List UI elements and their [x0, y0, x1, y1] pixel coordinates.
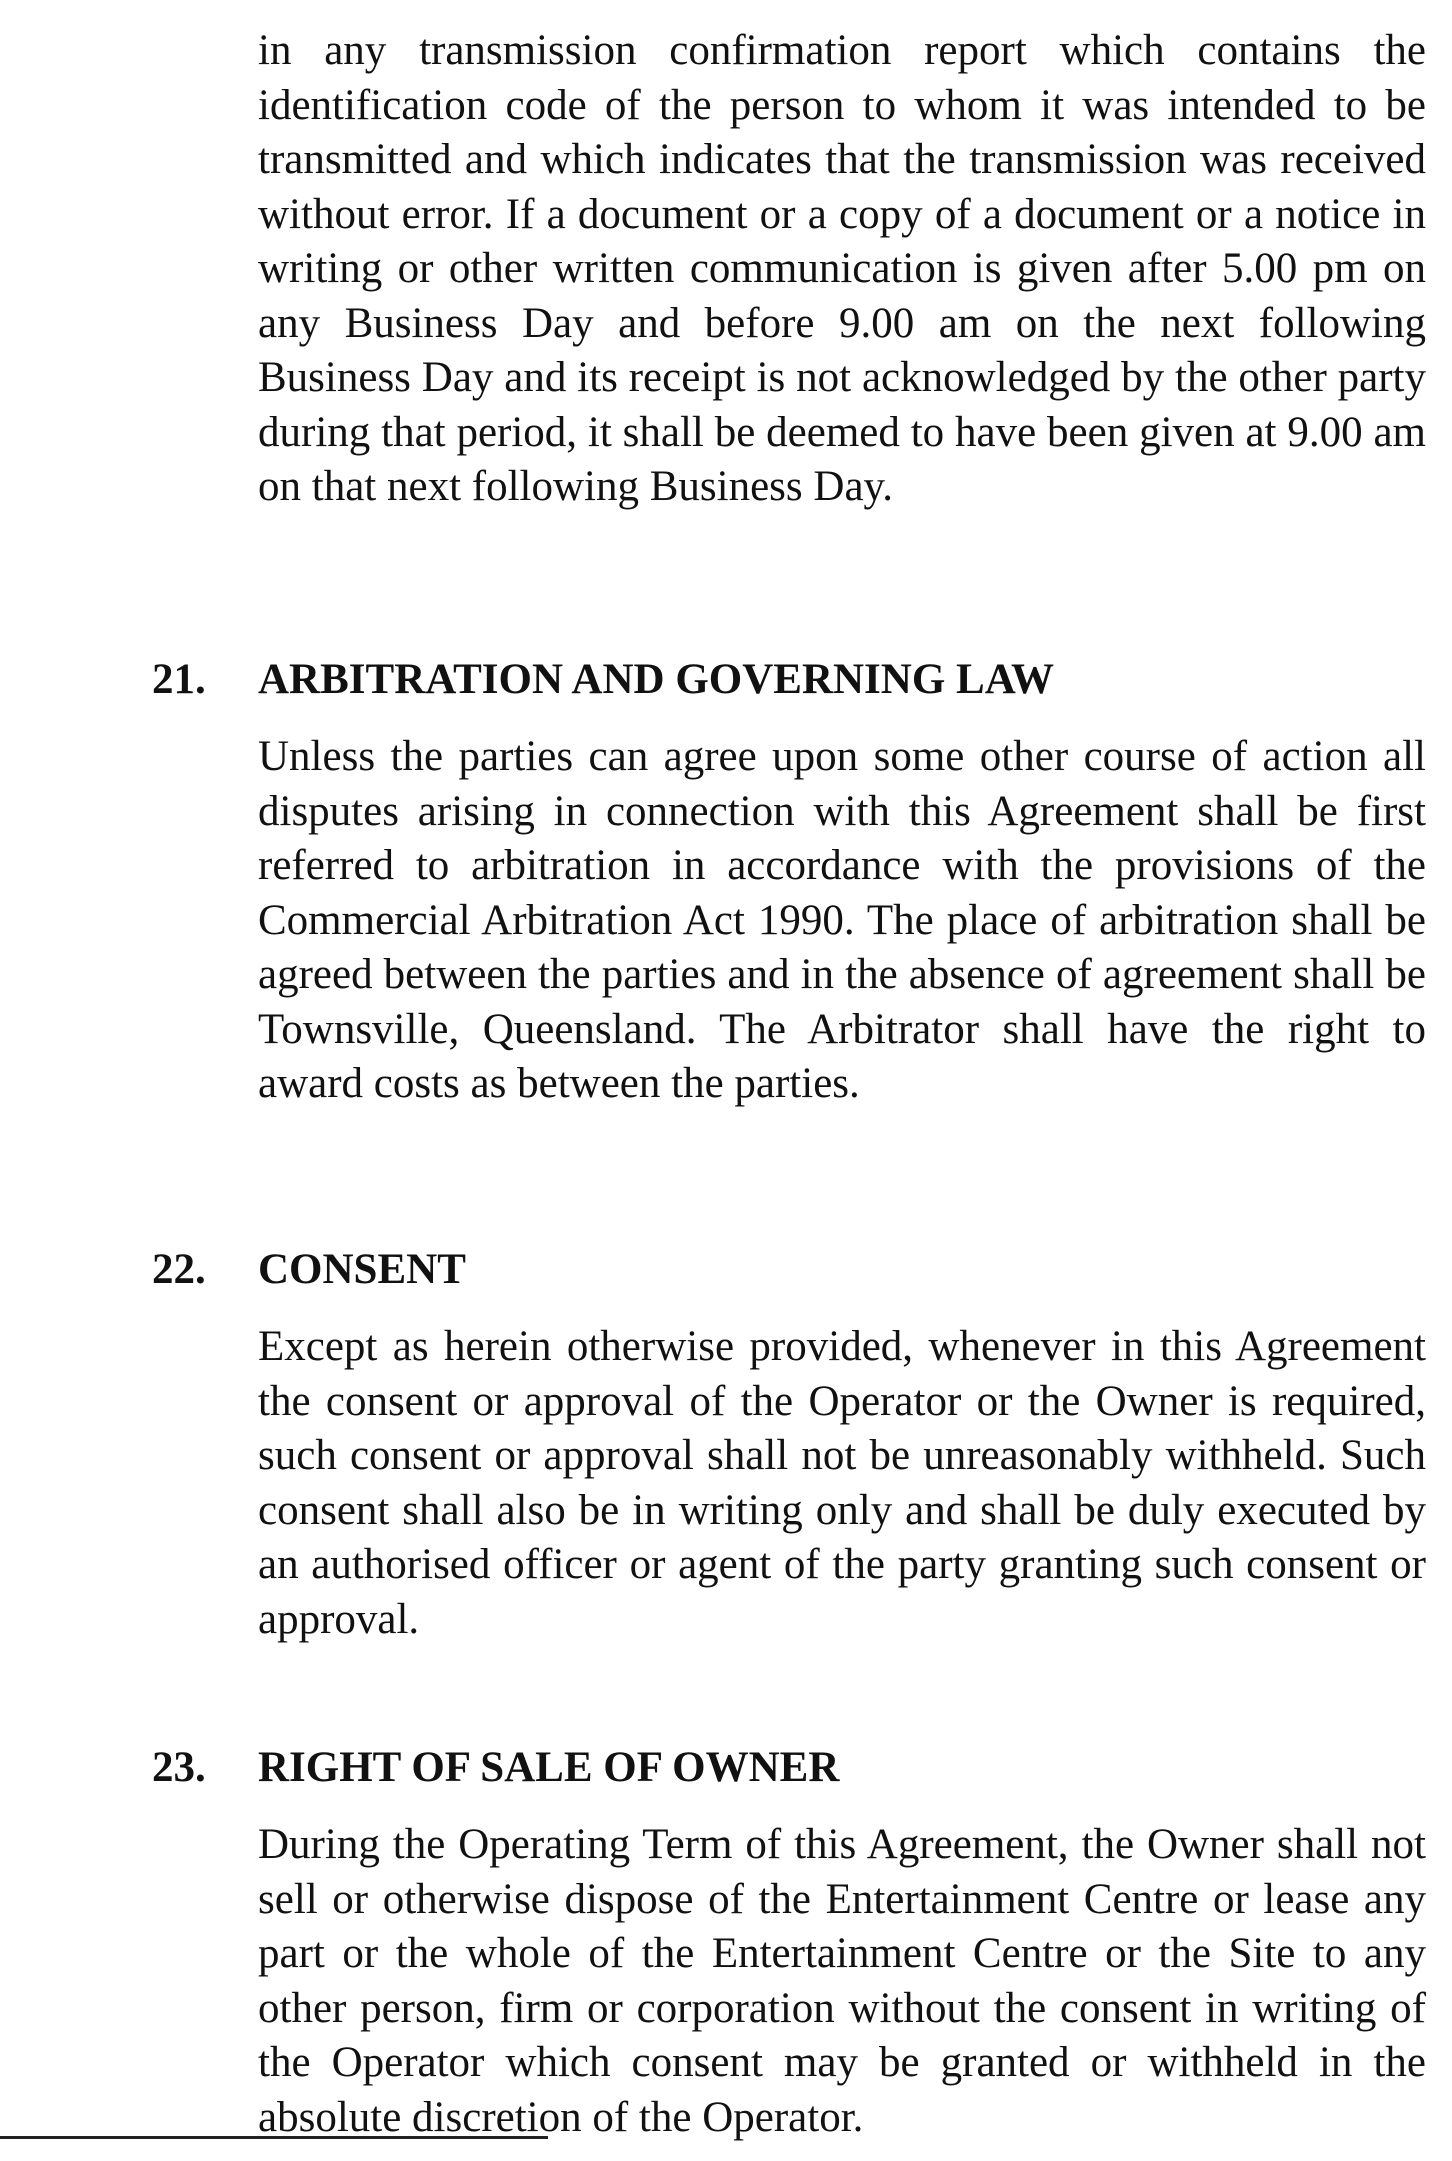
section-title: CONSENT: [258, 1246, 466, 1293]
section-heading: [0, 1740, 1452, 1796]
intro-paragraph: in any transmission confirmation report which contains the identification code of the person to whom it was intended to be transmitted and which indicates that the transmission was received without error. If a document or a copy of a document or a notice in writing or other written communication is given after 5.00 pm on any Business Day and before 9.00 am on the next following Business Day and its receipt is not acknowledged by the other party during that period, it shall be deemed to have been given at 9.00 am on that next following Business Day.: [258, 27, 1426, 510]
section-number: 23.: [152, 1744, 206, 1791]
section-heading: [0, 1242, 1452, 1298]
section-number: 22.: [152, 1246, 206, 1293]
footer-rule: [0, 2136, 548, 2139]
section-body: Except as herein otherwise provided, whenever in this Agreement the consent or approval of the Operator or the Owner is required, such consent or approval shall not be unreasonably withheld. Such consent shall also be in writing only and shall be duly executed by an authorised officer or agent of the party granting such consent or approval.: [258, 1323, 1426, 1643]
section-title: ARBITRATION AND GOVERNING LAW: [258, 656, 1055, 703]
section-title: RIGHT OF SALE OF OWNER: [258, 1744, 840, 1791]
section-number: 21.: [152, 656, 206, 703]
section-heading: [0, 652, 1452, 708]
section-body: During the Operating Term of this Agreement, the Owner shall not sell or otherwise dispose of the Entertainment Centre or lease any part or the whole of the Entertainment Centre or the Site to any other person, firm or corporation without the consent in writing of the Operator which consent may be granted or withheld in the absolute discretion of the Operator.: [258, 1821, 1426, 2141]
section-body: Unless the parties can agree upon some other course of action all disputes arising in connection with this Agreement shall be first referred to arbitration in accordance with the provisions of the Commercial Arbitration Act 1990. The place of arbitration shall be agreed between the parties and in the absence of agreement shall be Townsville, Queensland. The Arbitrator shall have the right to award costs as between the parties.: [258, 733, 1426, 1107]
